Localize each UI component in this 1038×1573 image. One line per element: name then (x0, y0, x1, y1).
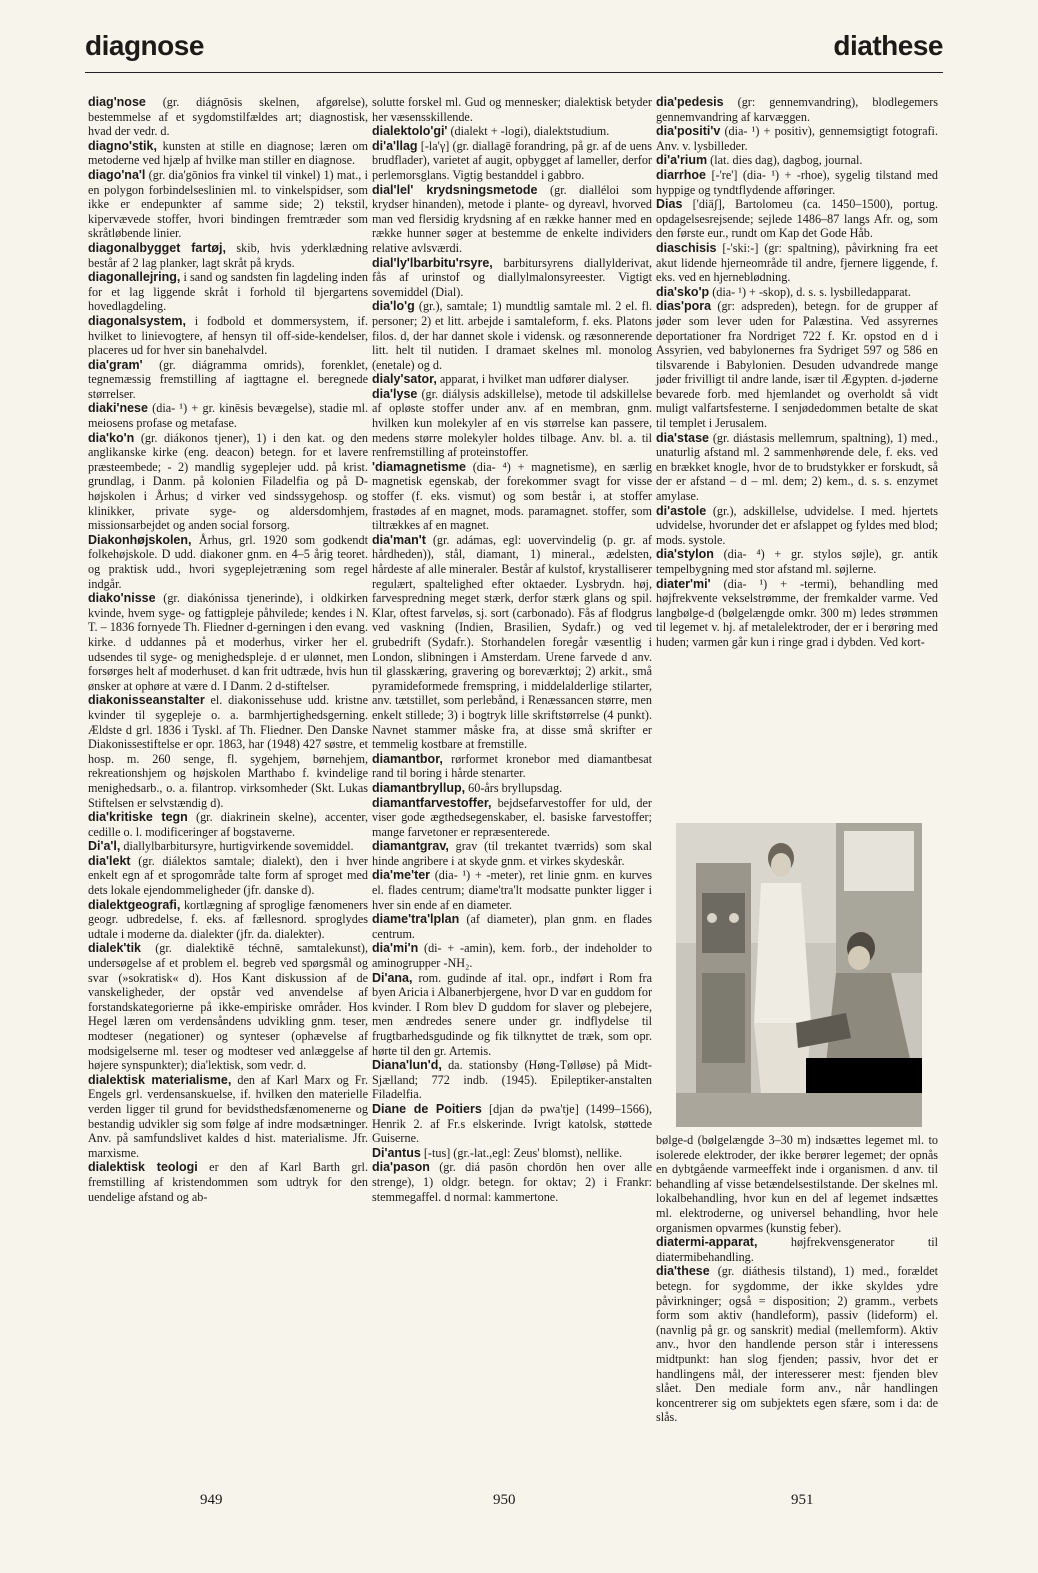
entry-text: i fodbold et dommersystem, if. hvilket to linievogtere, af hensyn til off-side-kendelser, placeres ud for hver sin banehalvdel. (88, 313, 368, 358)
dictionary-entry (372, 839, 652, 868)
dictionary-entry (372, 1102, 652, 1146)
entry-text: solutte forskel ml. Gud og mennesker; dialektisk betyder her væsensskillende. (372, 95, 652, 124)
entry-headword: Di'a'l, (88, 839, 121, 854)
dictionary-entry (88, 1073, 368, 1161)
dictionary-entry (372, 372, 652, 387)
entry-headword: Dias (656, 197, 683, 212)
dictionary-entry (372, 1058, 652, 1102)
column-1 (88, 95, 368, 1204)
dictionary-entry (656, 241, 938, 285)
dictionary-entry (656, 285, 938, 300)
dictionary-entry (372, 387, 652, 460)
entry-text: (gr: adspreden), betegn. for de grupper af jøder som lever uden for Palæstina. Ved assyrernes deportationer fra Nordriget 722 f. Kr. opstod en d i Assyrien, ved babylonernes fra Sydriget 597 og 586 en tilsvarende i Babylonien. Desuden udvandrede mange jøder frivilligt til andre lande, især til Ægypten. d-jøderne bevarede forb. med hjemlandet og overholdt så vidt muligt valfartsfesterne. I senjødedommen betalte de skat til templet i Jerusalem. (656, 299, 938, 431)
entry-headword: dia'stylon (656, 547, 714, 562)
entry-text: da. stationsby (Høng-Tølløse) på Midt-Sjælland; 772 indb. (1945). Epileptiker-anstalten Filadelfia. (372, 1058, 652, 1102)
header-rule (85, 72, 943, 73)
entry-headword: dialek'tik (88, 941, 141, 956)
dictionary-entry (656, 168, 938, 197)
dictionary-entry (88, 898, 368, 942)
entry-text: barbitursyrens diallylderivat, fås af urinstof og diallylmalonsyreester. Vigtigt sovemiddel (Dial). (372, 255, 652, 299)
dictionary-entry (656, 1133, 938, 1235)
dictionary-entry (372, 868, 652, 912)
entry-headword: diatermi-apparat, (656, 1235, 758, 1250)
entry-headword: diamantgrav, (372, 839, 449, 854)
entry-headword: Diakonhøjskolen, (88, 532, 192, 547)
entry-text: den af Karl Marx og Fr. Engels grl. verdensanskuelse, if. hvilken den materielle verden ligger til grund for bevidsthedsfænomenerne og bestandig udvikler sig som følge af indre modsætninger. Anv. på samfundslivet kaldes d hist. materialisme. Jfr. marxisme. (88, 1072, 368, 1160)
page-number-right: 951 (791, 1492, 814, 1508)
entry-text: (dia- ¹) + -skop), d. s. s. lysbilledapparat. (709, 284, 911, 299)
entry-text: apparat, i hvilket man udfører dialyser. (436, 372, 630, 387)
dictionary-entry (656, 197, 938, 241)
entry-headword: Di'ana, (372, 970, 413, 985)
dictionary-entry (88, 941, 368, 1072)
page-number-middle: 950 (493, 1492, 516, 1508)
dictionary-entry (88, 95, 368, 139)
entry-headword: dia'kritiske tegn (88, 810, 188, 825)
entry-text: (gr. diakónissa tjenerinde), i oldkirken kvinde, hvem syge- og fattigpleje påhvilede; kendes i N. T. – 1836 fornyede Th. Fliedner d-gerningen i den evang. kirke. d uddannes på et moderhus, virker her el. udsendes til syge- og menighedspleje. d er ulønnet, men forsørges helt af moderhuset. d kan frit udtræde, hvis hun ønsker at ophøre at være d. I Danm. 2 d-stiftelser. (88, 591, 368, 693)
dictionary-entry (656, 124, 938, 153)
entry-text: grav (til trekantet tværrids) som skal hinde angribere i at skyde gnm. et virkes skydeskår. (372, 839, 652, 868)
dictionary-entry (656, 299, 938, 430)
dictionary-entry (656, 547, 938, 576)
entry-headword: diag'nose (88, 95, 146, 109)
entry-headword: dia'ko'n (88, 430, 135, 445)
entry-text: [-'re'] (dia- ¹) + -rhoe), sygelig tilstand med hyppige og tyndtflydende afføringer. (656, 167, 938, 197)
dictionary-entry (372, 781, 652, 796)
entry-text: [-la'γ] (gr. diallagē forandring, på gr. af de uens brudflader), varietet af augit, opbygget af lameller, derfor perlemorsglans. Vigtig bestanddel i gabbro. (372, 138, 652, 182)
entry-text: (di- + -amin), kem. forb., der indeholder to aminogrupper -NH₂. (372, 941, 652, 971)
entry-headword: diamantbryllup, (372, 780, 466, 795)
entry-text: (dia- ¹) + positiv), gennemsigtigt fotografi. Anv. v. lysbilleder. (656, 124, 938, 153)
entry-headword: dia'positi'v (656, 124, 721, 139)
entry-headword: dia'gram' (88, 357, 143, 372)
entry-text: højfrekvensgenerator til diatermibehandling. (656, 1235, 938, 1264)
entry-text: (dia- ¹) + -termi), behandling med højfrekvente vekselstrømme, der fremkalder varme. Ved langbølge-d (bølgelængde omkr. 300 m) ledes strømmen til legemet v. hj. af metalelektroder, der er i berøring med huden; varmen går kun i ringe grad i dybden. Ved kort- (656, 576, 938, 649)
entry-headword: dialektisk teologi (88, 1160, 198, 1175)
entry-text: rørformet kronebor med diamantbesat rand til boring i hårde stenarter. (372, 751, 652, 781)
dictionary-entry (88, 358, 368, 402)
column-3-continued (656, 1133, 938, 1425)
entry-headword: di'a'llag (372, 138, 418, 153)
entry-headword: dia'stase (656, 430, 710, 445)
entry-text: (dia- ¹) + gr. kinēsis bevægelse), stadie ml. meiosens profase og metafase. (88, 401, 368, 431)
entry-text: 60-års bryllupsdag. (465, 780, 563, 795)
photo-diathermy-treatment (676, 823, 922, 1127)
entry-headword: di'astole (656, 503, 707, 518)
entry-headword: dia'lo'g (372, 299, 415, 314)
entry-headword: diako'nisse (88, 591, 156, 606)
entry-text: (gr. diakrinein skelne), accenter, cedille o. l. modificeringer af bogstaverne. (88, 810, 368, 839)
entry-headword: dias'pora (656, 299, 712, 314)
dictionary-entry (372, 941, 652, 970)
entry-text: (gr. diálektos samtale; dialekt), den i hver enkelt egn af et sprogområde talte form af sproget med dets lokale ejendommeligheder (jfr. danske d). (88, 853, 368, 898)
entry-text: kunsten at stille en diagnose; læren om metoderne ved hjælp af hvilke man stiller en diagnose. (88, 138, 368, 168)
entry-headword: 'diamagnetisme (372, 459, 466, 474)
dictionary-entry (372, 533, 652, 752)
entry-text: (gr. dia'gōnios fra vinkel til vinkel) 1) mat., i en polygon forbindelseslinien ml. to vinkelspidser, som ikke er endepunkter af samme side; 2) tekstil, kipervævede stoffer, hvori bindingen fremtræder som skråtløbende linier. (88, 167, 368, 241)
entry-text: diallylbarbitursyre, hurtigvirkende sovemiddel. (120, 839, 354, 854)
column-2 (372, 95, 652, 1204)
entry-text: (gr. diástasis mellemrum, spaltning), 1) med., unaturlig afstand ml. 2 sammenhørende dele, f. eks. ved en brækket knogle, hvor de to brudstykker er forskudt, så der er afstand – d – ml. dem; 2) kem., d. s. s. enzymet amylase. (656, 430, 938, 504)
dictionary-entry (88, 401, 368, 430)
entry-text: skib, hvis yderklædning består af 2 lag planker, lagt skråt på kryds. (88, 240, 368, 270)
entry-headword: dia'mi'n (372, 941, 419, 956)
entry-text: (lat. dies dag), dagbog, journal. (707, 153, 863, 168)
entry-headword: diaschisis (656, 240, 717, 255)
entry-headword: dial'lel' krydsningsmetode (372, 182, 538, 197)
dictionary-entry (656, 504, 938, 548)
entry-text: bølge-d (bølgelængde 3–30 m) indsættes legemet ml. to isolerede elektroder, der ikke berører legemet; der opnås en dybtgående varmeeffekt inde i organismen. d anv. til behandling af visse betændelsestilstande. Der skelnes ml. lokalbehandling, hvor kun en del af legemet indsættes ml. elektroderne, og universel behandling, hvor hele organismen opvarmes (kunstig feber). (656, 1133, 938, 1235)
dictionary-entry (88, 1160, 368, 1204)
dictionary-entry (656, 1235, 938, 1264)
dictionary-entry (372, 912, 652, 941)
dictionary-entry (88, 168, 368, 241)
entry-headword: diarrhoe (656, 167, 707, 182)
entry-text: (gr. diálysis adskillelse), metode til adskillelse af opløste stoffer under anv. af en membran, gnm. hvilken kun molekyler af en vis størrelse kan passere, medens større molekyler holdes tilbage. Anv. bl. a. til renfremstilling af proteinstoffer. (372, 386, 652, 460)
entry-text: ['diäʃ], Bartolomeu (ca. 1450–1500), portug. opdagelsesrejsende; sejlede 1486–87 langs Afr. og, som den første eur., rundt om Kap det Gode Håb. (656, 197, 938, 241)
dictionary-entry (372, 139, 652, 183)
entry-headword: di'a'rium (656, 153, 708, 168)
dictionary-entry (88, 139, 368, 168)
dictionary-entry (656, 95, 938, 124)
dictionary-entry (372, 1160, 652, 1204)
entry-text: (af diameter), plan gnm. en flades centrum. (372, 912, 652, 941)
entry-headword: diagonalsystem, (88, 313, 186, 328)
dictionary-entry (88, 591, 368, 693)
entry-headword: diamantfarvestoffer, (372, 795, 492, 810)
dictionary-entry (372, 299, 652, 372)
dictionary-entry (372, 256, 652, 300)
running-head-right: diathese (833, 30, 943, 61)
entry-text: (dia- ⁴) + gr. stylos søjle), gr. antik tempelbygning med stor afstand ml. søjlerne. (656, 547, 938, 576)
entry-text: [-tus] (gr.-lat.,egl: Zeus' blomst), nellike. (420, 1145, 623, 1160)
entry-text: kortlægning af sproglige fænomeners geogr. udbredelse, f. eks. af fællesnord. sproglydes udtale i moderne da. dialekter (jfr. da. dialekter). (88, 897, 368, 941)
entry-headword: diakonisseanstalter (88, 693, 205, 708)
dictionary-entry (372, 124, 652, 139)
entry-text: (gr. dialléloi som krydser hinanden), metode i plante- og dyreavl, hvorved man ved flersidig krydsning af en række hanner med en række hunner søger at bestemme de enkelte individers relative avlsværdi. (372, 182, 652, 255)
dictionary-entry (372, 1146, 652, 1161)
entry-text: (dialekt + -logi), dialektstudium. (447, 124, 610, 139)
dictionary-entry (88, 693, 368, 810)
entry-headword: dia'man't (372, 532, 426, 547)
dictionary-entry (656, 153, 938, 168)
entry-headword: dialektolo'gi' (372, 124, 448, 139)
column-3 (656, 95, 938, 650)
entry-text: Århus, grl. 1920 som godkendt folkehøjskole. D udd. diakoner gnm. en 4–5 årig teoret. og praktisk udd., hvori sygeplejetræning som regel indgår. (88, 532, 368, 591)
dictionary-entry (656, 431, 938, 504)
entry-text: (gr. diágramma omrids), forenklet, tegnemæssig fremstilling af iagttagne el. beregnede størrelser. (88, 357, 368, 401)
dictionary-entry (372, 971, 652, 1059)
dictionary-entry (88, 810, 368, 839)
entry-text: bejdsefarvestoffer for uld, der viser gode ægthedsegenskaber, el. basiske farvestoffer; mange farvetoner er repræsenterede. (372, 795, 652, 839)
entry-headword: dia'sko'p (656, 284, 710, 299)
entry-headword: Di'antus (372, 1145, 421, 1160)
page-number-left: 949 (200, 1492, 223, 1508)
dictionary-entry (372, 183, 652, 256)
entry-headword: dial'ly'lbarbitu'rsyre, (372, 255, 493, 270)
entry-text: [-'ski:-] (gr: spaltning), påvirkning fra eet akut lidende hjerneområde til andre, fjernere liggende, f. eks. ved en hjerneblødning. (656, 240, 938, 285)
dictionary-entry (88, 314, 368, 358)
entry-headword: diagonalbygget fartøj, (88, 240, 226, 255)
entry-headword: diagno'stik, (88, 138, 157, 153)
entry-headword: dia'lekt (88, 853, 131, 868)
entry-headword: diago'na'l (88, 167, 146, 182)
entry-text: i sand og sandsten fin lagdeling inden for et lag liggende skråt i forhold til bjergartens hovedlagdeling. (88, 270, 368, 314)
entry-headword: dia'me'ter (372, 868, 431, 883)
dictionary-entry (372, 460, 652, 533)
dictionary-entry (88, 839, 368, 854)
entry-text: (gr: gennemvandring), blodlegemers gennemvandring af karvæggen. (656, 95, 938, 124)
entry-headword: dia'these (656, 1264, 710, 1279)
entry-headword: diagonallejring, (88, 270, 181, 285)
dictionary-entry (88, 431, 368, 533)
dictionary-entry (88, 533, 368, 591)
dictionary-entry (656, 1264, 938, 1425)
entry-headword: dialy'sator, (372, 372, 437, 387)
dictionary-entry (372, 752, 652, 781)
dictionary-entry (656, 577, 938, 650)
dictionary-entry (88, 270, 368, 314)
entry-text: (gr. diágnōsis skelnen, afgørelse), bestemmelse af et sygdomstilfældes art; diagnostisk, hvad der vedr. d. (88, 95, 368, 139)
entry-text: (gr. diákonos tjener), 1) i den kat. og den anglikanske kirke (eng. deacon) betegn. for et lavere præsteembede; - 2) mandlig sygeplejer udd. på krist. grundlag, i Danm. på kolonien Filadelfia og på D-højskolen i Århus; d virker ved sindssygehosp. og klinikker, private syge- og aldersdomhjem, missionsarbejdet og anden social forsorg. (88, 430, 368, 533)
entry-headword: dia'lyse (372, 386, 418, 401)
entry-text: el. diakonissehuse udd. kristne kvinder til sygepleje o. a. barmhjertighedsgerning. Ældste d grl. 1836 i Tyskl. af Th. Fliedner. Den Danske Diakonissestiftelse er opr. 1863, har (1948) 427 søstre, et hosp. m. 260 senge, fl. sygehjem, børnehjem, rekreationshjem og højskolen Marthabo f. kvindelige menighedsarb., o. a. filantrop. virksomheder (Skt. Lukas Stiftelsen er selvstændig d). (88, 693, 368, 810)
entry-headword: diater'mi' (656, 576, 711, 591)
dictionary-entry (372, 796, 652, 840)
entry-headword: diaki'nese (88, 401, 148, 416)
entry-text: er den af Karl Barth grl. fremstilling af kristendommen som udtryk for den uendelige afstand og ab- (88, 1160, 368, 1204)
entry-text: (gr.), samtale; 1) mundtlig samtale ml. 2 el. fl. personer; 2) et litt. arbejde i samtaleform, f. eks. Platons filos. d, der har dannet skole i vidensk. og ræsonnerende litt. helt til nutiden. I dramaet skelnes ml. monolog (enetale) og d. (372, 299, 652, 372)
dictionary-entry (88, 241, 368, 270)
running-head-left: diagnose (85, 30, 204, 61)
entry-headword: diame'tra'lplan (372, 912, 460, 927)
entry-headword: Diana'lun'd, (372, 1058, 442, 1073)
entry-text: (dia- ⁴) + magnetisme), en særlig magnetisk egenskab, der forekommer svagt for visse stoffer (f. eks. vismut) og som består i, at stoffer frastødes af en magnet, mods. paramagnet. stoffer, som tiltrækkes af en magnet. (372, 459, 652, 533)
entry-text: (gr.), adskillelse, udvidelse. I med. hjertets udvidelse, hvorunder det er afslappet og fyldes med blod; mods. systole. (656, 503, 938, 547)
dictionary-entry (88, 854, 368, 898)
entry-headword: dialektisk materialisme, (88, 1072, 232, 1087)
entry-text: rom. gudinde af ital. opr., indført i Rom fra byen Aricia i Albanerbjergene, hvor D var en guddom for kvinder. I Rom blev D guddom for slaver og plebejere, men ændredes senere under gr. indflydelse til frugtbarhedsgudinde og fik tilknyttet de træk, som opr. hørte til den gr. Artemis. (372, 970, 653, 1058)
entry-text: (gr. diá pasōn chordōn hen over alle strenge), 1) oldgr. betegn. for oktav; 2) i Frankr: stemmegaffel. d normal: kammertone. (372, 1160, 652, 1204)
dictionary-entry (372, 95, 652, 124)
entry-text: (dia- ¹) + -meter), ret linie gnm. en kurves el. flades centrum; diame'tra'lt modsatte punkter ligger i hver sin ende af en diameter. (372, 868, 652, 912)
entry-headword: dialektgeografi, (88, 897, 181, 912)
entry-headword: diamantbor, (372, 751, 443, 766)
entry-headword: Diane de Poitiers (372, 1101, 482, 1116)
entry-text: (gr. diáthesis tilstand), 1) med., forældet betegn. for sygdomme, der ikke skyldes ydre påvirkninger; også = disposition; 2) gramm., verbets form som aktiv (handleform), passiv (lideform) el. (navnlig på gr. og sanskrit) medial (mellemform). Aktiv anv., hvor den handlende person står i interessens midtpunkt: han slog fjenden; passiv, hvor det er handlingens mål, der interesserer mest: fjenden blev slået. Den mediale form anv., når handlingen koncentrerer sig om subjektets egen sfære, som i da: de slås. (656, 1264, 938, 1425)
entry-headword: dia'pedesis (656, 95, 724, 109)
entry-text: (gr. adámas, egl: uovervindelig (p. gr. af hårdheden)), stål, diamant, 1) mineral., ædelsten, hårdeste af alle mineraler. Består af kulstof, krystalliserer regulært, spaltelighed efter oktaeder. Lysbrydn. høj, farvespredning meget stærk, derfor stærk glans og spil. Klar, oftest farveløs, sj. sort (carbonado). Fås af flodgrus ved vaskning (Indien, Brasilien, Sydafr.) og ved grubedrift (Sydafr.). Storhandelen foregår væsentlig i London, slibningen i Amsterdam. Urene farvede d anv. til glasskæring, gravering og boreværktøj; 2) arkit., små pyramideformede fremspring, i middelalderlige stilarter, anv. tætstillet, som perlebånd, i Renæssancen større, men enkelt stillede; 3) i bogtryk lille skriftstørrelse (4 punkt). Navnet stammer måske fra, at disse små skrifter er temmelig kostbare at fremstille. (372, 532, 652, 752)
entry-headword: dia'pason (372, 1160, 430, 1175)
entry-text: [djan də pwa'tje] (1499–1566), Henrik 2. af Fr.s elskerinde. Ivrigt katolsk, støttede Guiserne. (372, 1101, 652, 1146)
entry-text: (gr. dialektikē téchnē, samtalekunst), undersøgelse af et problem el. begreb ved spørgsmål og svar (»sokratisk« d). Hos Kant diskussion af de vanskeligheder, der opstår ved anvendelse af forstandskategorierne på ikke-empiriske områder. Hos Hegel læren om verdensåndens udvikling gnm. teser, modteser (negationer) og synteser (ophævelse af modsigelserne ml. teser og modteser ved anlæggelse af højere synspunkter); dia'lektisk, som vedr. d. (88, 941, 368, 1073)
